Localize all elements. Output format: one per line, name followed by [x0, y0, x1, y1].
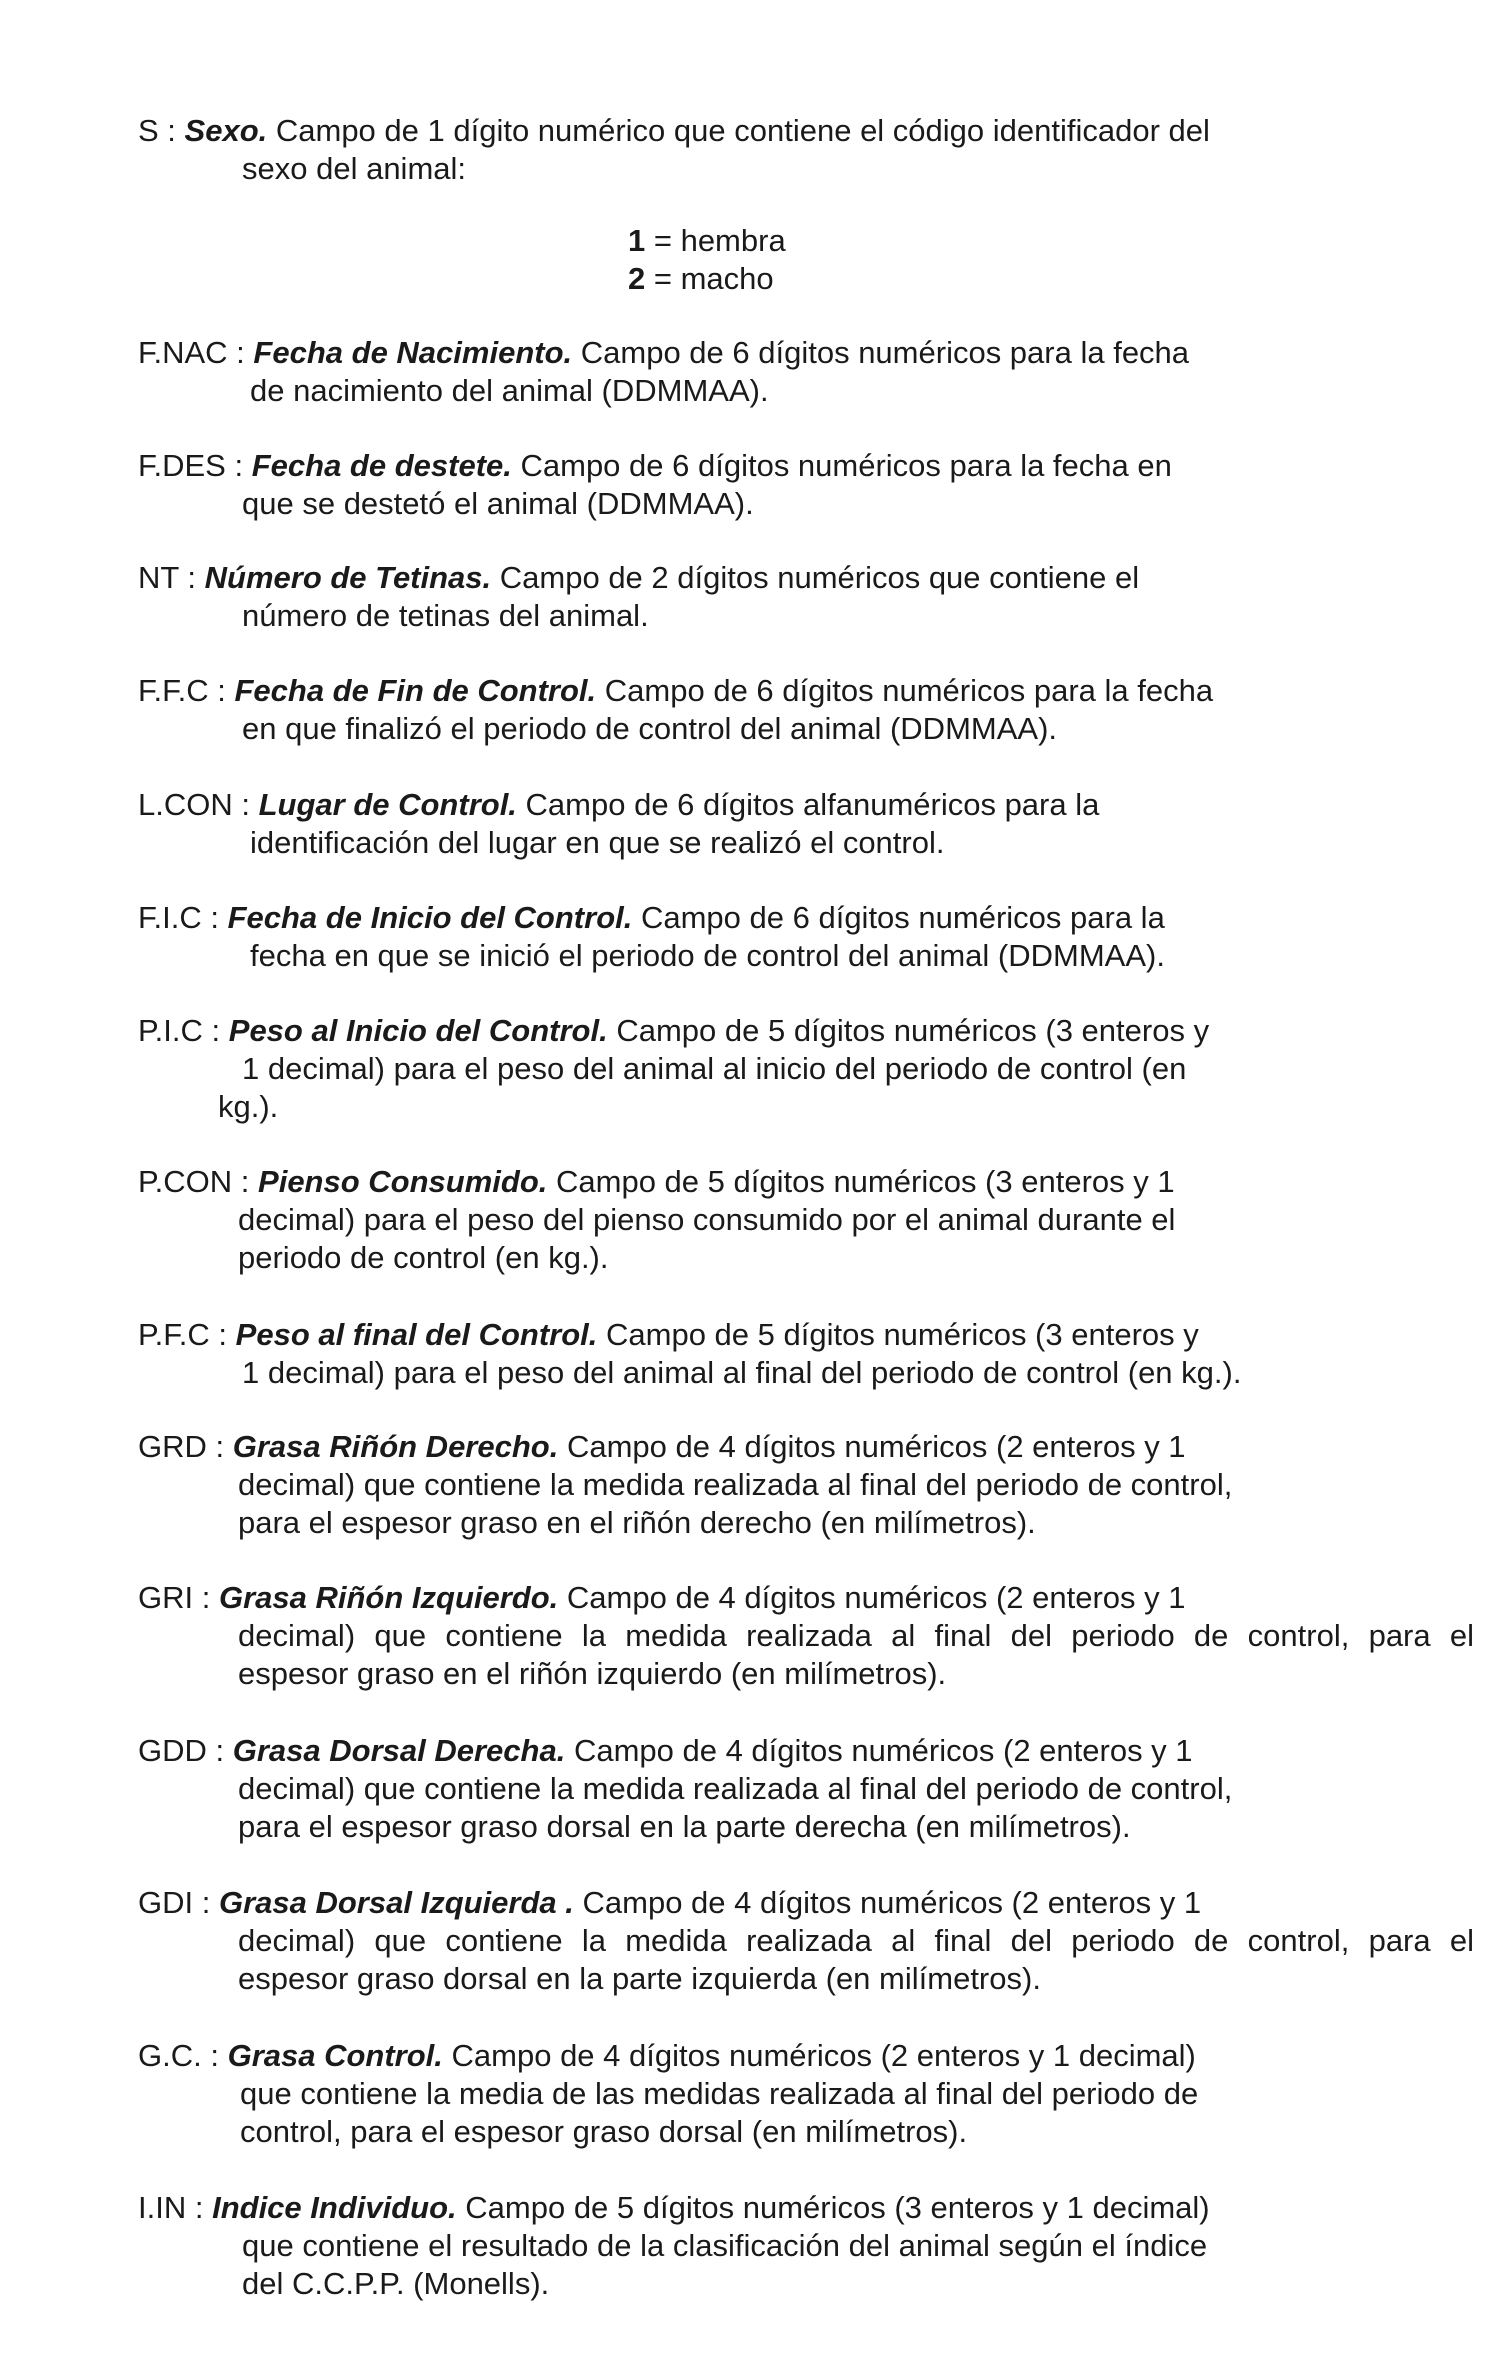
field-entry-grasa-dorsal-derecha: [138, 1732, 1478, 1846]
field-code: G.C. :: [138, 2038, 219, 2073]
field-entry-grasa-rinon-derecho: [138, 1428, 1478, 1542]
field-continuation-line: para el espesor graso en el riñón derecho (en milímetros).: [238, 1505, 1036, 1540]
field-continuation-line: que se destetó el animal (DDMMAA).: [242, 486, 754, 521]
field-continuation-line: decimal) para el peso del pienso consumido por el animal durante el: [238, 1202, 1176, 1237]
field-entry-grasa-control: [138, 2037, 1478, 2151]
field-continuation-line: que contiene el resultado de la clasificación del animal según el índice: [242, 2228, 1208, 2263]
field-term: Sexo.: [184, 113, 268, 148]
field-term: Grasa Control.: [227, 2038, 443, 2073]
field-continuation-line: para el espesor graso dorsal en la parte derecha (en milímetros).: [238, 1809, 1131, 1844]
field-entry-sexo: [138, 112, 1478, 188]
field-text: Campo de 2 dígitos numéricos que contiene el: [491, 560, 1140, 595]
field-text: Campo de 4 dígitos numéricos (2 enteros y 1: [565, 1733, 1193, 1768]
field-continuation-line: espesor graso dorsal en la parte izquierda (en milímetros).: [238, 1961, 1041, 1996]
field-code: F.DES :: [138, 448, 244, 483]
field-term: Fecha de Inicio del Control.: [227, 900, 633, 935]
sexo-code-number: 2: [628, 261, 646, 296]
field-text: Campo de 6 dígitos numéricos para la fecha en: [511, 448, 1172, 483]
field-continuation-line: 1 decimal) para el peso del animal al final del periodo de control (en kg.).: [242, 1355, 1242, 1390]
field-code: I.IN :: [138, 2190, 204, 2225]
field-code: F.I.C :: [138, 900, 219, 935]
field-code: L.CON :: [138, 787, 250, 822]
sexo-code-number: 1: [628, 223, 646, 258]
field-entry-grasa-rinon-izquierdo: [138, 1579, 1478, 1693]
field-continuation-line: fecha en que se inició el periodo de control del animal (DDMMAA).: [250, 938, 1165, 973]
field-continuation-line: espesor graso en el riñón izquierdo (en milímetros).: [238, 1656, 947, 1691]
field-first-line: [138, 1012, 1478, 1050]
field-text: Campo de 5 dígitos numéricos (3 enteros y 1 decimal): [456, 2190, 1210, 2225]
field-continuation-line: kg.).: [218, 1089, 279, 1124]
field-first-line: [138, 672, 1478, 710]
field-entry-fecha-destete: [138, 447, 1478, 523]
field-entry-fecha-inicio-control: [138, 899, 1478, 975]
field-text: Campo de 5 dígitos numéricos (3 enteros y: [607, 1013, 1210, 1048]
field-first-line: [138, 559, 1478, 597]
field-first-line: [138, 1884, 1478, 1922]
justified-text: decimal) que contiene la medida realizada al final del periodo de control, para el: [238, 1618, 1474, 1653]
field-text: Campo de 4 dígitos numéricos (2 enteros y 1: [573, 1885, 1202, 1920]
field-first-line: [138, 1579, 1478, 1617]
field-first-line: [138, 447, 1478, 485]
field-continuation-line: decimal) que contiene la medida realizada al final del periodo de control,: [238, 1467, 1233, 1502]
field-first-line: [138, 1428, 1478, 1466]
field-first-line: [138, 1163, 1478, 1201]
field-continuation-line: periodo de control (en kg.).: [238, 1240, 609, 1275]
field-first-line: [138, 2189, 1478, 2227]
field-continuation-line: [138, 1922, 1478, 1960]
field-entry-fecha-nacimiento: [138, 334, 1478, 410]
field-continuation-line: número de tetinas del animal.: [242, 598, 649, 633]
field-first-line: [138, 899, 1478, 937]
field-code: GDI :: [138, 1885, 211, 1920]
field-term: Fecha de Fin de Control.: [234, 673, 597, 708]
field-continuation-line: decimal) que contiene la medida realizada al final del periodo de control,: [238, 1771, 1233, 1806]
field-continuation-line: 1 decimal) para el peso del animal al inicio del periodo de control (en: [242, 1051, 1187, 1086]
field-text: Campo de 5 dígitos numéricos (3 enteros y 1: [547, 1164, 1175, 1199]
field-continuation-line: de nacimiento del animal (DDMMAA).: [250, 373, 769, 408]
field-text: Campo de 4 dígitos numéricos (2 enteros y 1: [558, 1580, 1186, 1615]
sexo-code-item: [628, 260, 786, 298]
field-continuation-line: sexo del animal:: [242, 151, 467, 186]
field-text: Campo de 6 dígitos numéricos para la: [632, 900, 1165, 935]
field-code: F.F.C :: [138, 673, 226, 708]
field-text: Campo de 4 dígitos numéricos (2 enteros y 1 decimal): [442, 2038, 1196, 2073]
field-first-line: [138, 334, 1478, 372]
field-code: GRI :: [138, 1580, 211, 1615]
field-term: Indice Individuo.: [212, 2190, 457, 2225]
field-entry-grasa-dorsal-izquierda: [138, 1884, 1478, 1998]
field-entry-pienso-consumido: [138, 1163, 1478, 1277]
field-entry-peso-inicio-control: [138, 1012, 1478, 1126]
field-continuation-line: del C.C.P.P. (Monells).: [242, 2266, 550, 2301]
sexo-code-label: = hembra: [645, 223, 786, 258]
field-text: Campo de 6 dígitos numéricos para la fecha: [596, 673, 1214, 708]
field-code: NT :: [138, 560, 196, 595]
field-term: Peso al final del Control.: [235, 1317, 598, 1352]
field-entry-lugar-control: [138, 786, 1478, 862]
field-first-line: [138, 1316, 1478, 1354]
field-continuation-line: [138, 1617, 1478, 1655]
field-first-line: [138, 1732, 1478, 1770]
field-term: Fecha de Nacimiento.: [253, 335, 573, 370]
field-code: P.F.C :: [138, 1317, 228, 1352]
field-term: Número de Tetinas.: [204, 560, 492, 595]
field-code: F.NAC :: [138, 335, 245, 370]
field-term: Pienso Consumido.: [258, 1164, 548, 1199]
field-term: Fecha de destete.: [251, 448, 512, 483]
field-continuation-line: control, para el espesor graso dorsal (en milímetros).: [240, 2114, 968, 2149]
field-entry-fecha-fin-control: [138, 672, 1478, 748]
field-text: Campo de 5 dígitos numéricos (3 enteros y: [597, 1317, 1199, 1352]
field-first-line: [138, 786, 1478, 824]
field-term: Grasa Dorsal Izquierda .: [218, 1885, 574, 1920]
field-term: Lugar de Control.: [258, 787, 517, 822]
sexo-code-label: = macho: [645, 261, 774, 296]
field-entry-indice-individuo: [138, 2189, 1478, 2303]
field-first-line: [138, 112, 1478, 150]
field-continuation-line: en que finalizó el periodo de control del animal (DDMMAA).: [242, 711, 1058, 746]
field-term: Peso al Inicio del Control.: [228, 1013, 608, 1048]
field-entry-peso-final-control: [138, 1316, 1478, 1392]
field-text: Campo de 6 dígitos numéricos para la fecha: [572, 335, 1190, 370]
sexo-code-item: [628, 222, 786, 260]
justified-text: decimal) que contiene la medida realizada al final del periodo de control, para el: [238, 1923, 1474, 1958]
field-code: P.CON :: [138, 1164, 250, 1199]
field-term: Grasa Dorsal Derecha.: [232, 1733, 566, 1768]
field-continuation-line: identificación del lugar en que se realizó el control.: [250, 825, 945, 860]
field-first-line: [138, 2037, 1478, 2075]
field-term: Grasa Riñón Izquierdo.: [218, 1580, 559, 1615]
field-code: GRD :: [138, 1429, 225, 1464]
sexo-code-list: [628, 222, 786, 298]
field-code: GDD :: [138, 1733, 225, 1768]
field-code: P.I.C :: [138, 1013, 221, 1048]
field-text: Campo de 4 dígitos numéricos (2 enteros y 1: [558, 1429, 1186, 1464]
field-text: Campo de 6 dígitos alfanuméricos para la: [516, 787, 1100, 822]
field-text: Campo de 1 dígito numérico que contiene el código identificador del: [267, 113, 1210, 148]
field-code: S :: [138, 113, 176, 148]
field-continuation-line: que contiene la media de las medidas realizada al final del periodo de: [240, 2076, 1199, 2111]
field-entry-numero-tetinas: [138, 559, 1478, 635]
field-term: Grasa Riñón Derecho.: [232, 1429, 559, 1464]
